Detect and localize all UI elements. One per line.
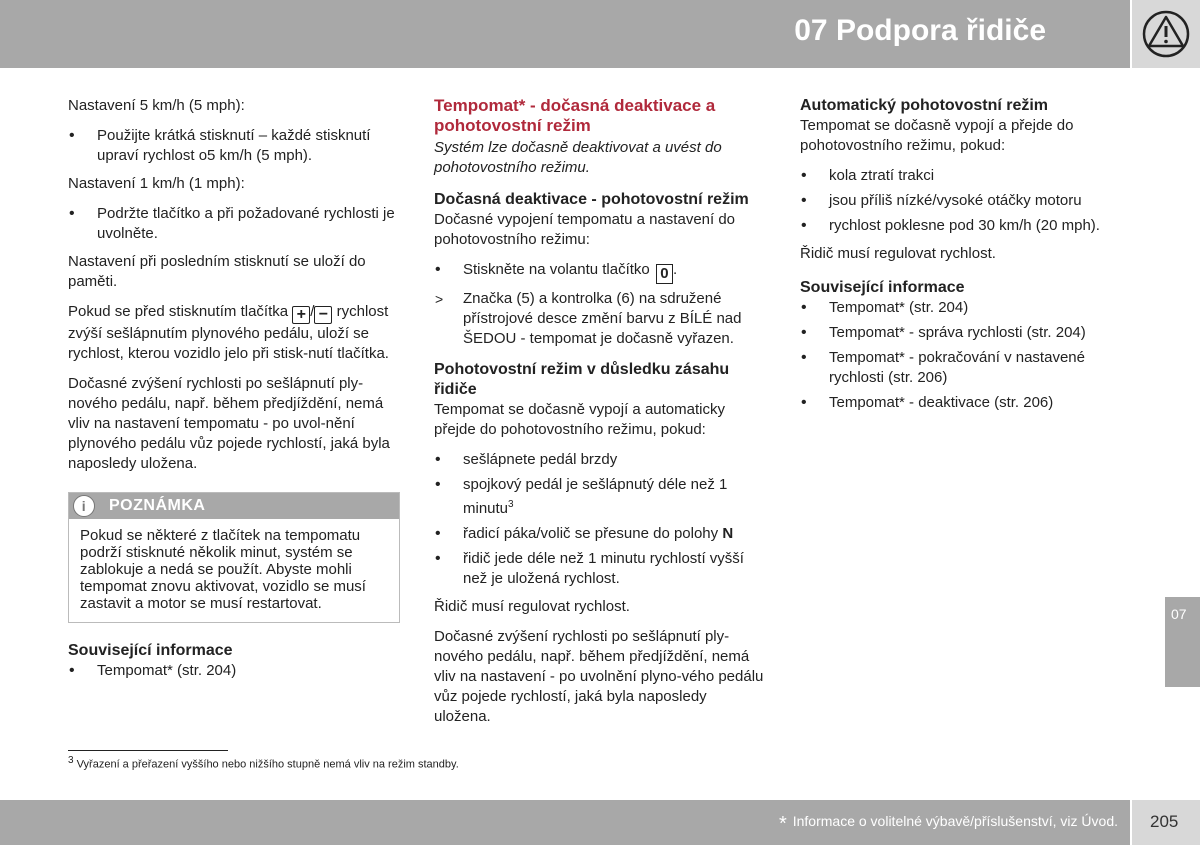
- list-item-text: spojkový pedál je sešlápnutý déle než 1 minutu: [463, 476, 728, 517]
- info-icon: i: [73, 495, 95, 517]
- slash-text: /: [310, 303, 315, 320]
- bullet-list: [68, 204, 400, 244]
- list-item: • rychlost poklesne pod 30 km/h (20 mph).: [800, 216, 1130, 236]
- paragraph: Dočasné zvýšení rychlosti po sešlápnutí ply-nového pedálu, např. během předjíždění, nemá vliv na nastavení tempomatu - po uvol-nění plynového pedálu vůz pojede rychlostí, jaká byla naposledy uložena.: [68, 375, 390, 472]
- section-intro: Systém lze dočasně deaktivovat a uvést do pohotovostního režimu.: [434, 139, 722, 176]
- subheading: Dočasná deaktivace - pohotovostní režim: [434, 191, 749, 208]
- related-list: [800, 298, 1130, 413]
- list-item: • sešlápnete pedál brzdy: [434, 450, 766, 470]
- list-item-end: .: [672, 261, 678, 278]
- footer-note: [779, 813, 1118, 836]
- minus-button-icon: −: [314, 306, 332, 324]
- paragraph: Dočasné vypojení tempomatu a nastavení do pohotovostního režimu:: [434, 211, 736, 248]
- list-item: • jsou příliš nízké/vysoké otáčky motoru: [800, 191, 1130, 211]
- warning-box: [1132, 0, 1200, 68]
- note-title: POZNÁMKA: [109, 497, 206, 514]
- plus-button-icon: +: [292, 306, 310, 324]
- subheading: Pohotovostní režim v důsledku zásahu řidiče: [434, 361, 730, 398]
- footnote-number: 3: [68, 755, 74, 766]
- side-tab-label: 07: [1171, 606, 1187, 622]
- related-link[interactable]: • Tempomat* (str. 204): [800, 298, 1130, 318]
- bullet-list: [434, 450, 766, 589]
- asterisk-mark: *: [779, 813, 787, 835]
- related-heading: Související informace: [68, 642, 233, 659]
- paragraph-text: rychlost zvýší sešlápnutím plynového pedálu, uloží se rychlost, kterou vozidlo jelo při stisk-nutí tlačítka.: [68, 303, 389, 362]
- footnote: [68, 755, 459, 771]
- list-item: • Podržte tlačítko a při požadované rychlosti je uvolněte.: [68, 204, 400, 244]
- list-item: [434, 475, 766, 519]
- paragraph: Nastavení 1 km/h (1 mph):: [68, 175, 245, 192]
- related-heading: Související informace: [800, 279, 965, 296]
- warning-triangle-icon: [1132, 0, 1200, 68]
- footnote-divider: [68, 750, 228, 751]
- chapter-title: 07 Podpora řidiče: [794, 14, 1046, 47]
- related-link[interactable]: • Tempomat* - deaktivace (str. 206): [800, 393, 1130, 413]
- list-item: [434, 260, 766, 284]
- list-item-text: řadicí páka/volič se přesune do polohy: [463, 525, 719, 542]
- list-item: • Použijte krátká stisknutí – každé stisknutí upraví rychlost o5 km/h (5 mph).: [68, 126, 400, 166]
- footer-note-text: Informace o volitelné výbavě/příslušenství, viz Úvod.: [792, 813, 1118, 829]
- related-link[interactable]: • Tempomat* - pokračování v nastavené rychlosti (str. 206): [800, 348, 1130, 388]
- paragraph: Dočasné zvýšení rychlosti po sešlápnutí ply-nového pedálu, např. během předjíždění, nemá vliv na nastavení - po uvolnění plyno-vého pedálu vůz pojede rychlostí, jaká byla naposledy uložena.: [434, 628, 764, 725]
- paragraph: Řidič musí regulovat rychlost.: [800, 245, 996, 262]
- bullet-list: [68, 126, 400, 166]
- subheading: Automatický pohotovostní režim: [800, 97, 1049, 114]
- section-title: Tempomat* - dočasná deaktivace a pohotovostní režim: [434, 96, 716, 135]
- chapter-header: [0, 0, 1130, 68]
- paragraph: Tempomat se dočasně vypojí a automaticky přejde do pohotovostního režimu, pokud:: [434, 401, 725, 438]
- page-number-box: [1132, 800, 1200, 845]
- related-list: [68, 661, 400, 681]
- column-3: [800, 96, 1130, 421]
- chapter-side-tab: [1165, 597, 1200, 687]
- related-link[interactable]: • Tempomat* - správa rychlosti (str. 204): [800, 323, 1130, 343]
- note-text: Pokud se některé z tlačítek na tempomatu podrží stisknuté několik minut, systém se zablokuje a nedá se použít. Abyste mohli tempomat znovu aktivovat, vozidlo se musí zastavit a motor se musí restartovat.: [80, 527, 366, 612]
- list-item: [434, 524, 766, 544]
- paragraph: Tempomat se dočasně vypojí a přejde do pohotovostního režimu, pokud:: [800, 117, 1074, 154]
- paragraph-text: Pokud se před stisknutím tlačítka: [68, 303, 289, 320]
- footnote-text: Vyřazení a přeřazení vyššího nebo nižšího stupně nemá vliv na režim standby.: [76, 758, 459, 771]
- note-header: [69, 493, 399, 519]
- gear-position: N: [722, 525, 734, 542]
- paragraph: Nastavení při posledním stisknutí se uloží do paměti.: [68, 253, 366, 290]
- list-item-text: Stiskněte na volantu tlačítko: [463, 261, 650, 278]
- paragraph: [68, 302, 400, 364]
- paragraph: Nastavení 5 km/h (5 mph):: [68, 97, 245, 114]
- result-item: > Značka (5) a kontrolka (6) na sdružené přístrojové desce změní barvu z BÍLÉ nad ŠEDOU - tempomat je dočasně vyřazen.: [434, 289, 766, 349]
- page-footer: [0, 800, 1130, 845]
- column-2: [434, 96, 766, 737]
- paragraph: Řidič musí regulovat rychlost.: [434, 598, 630, 615]
- zero-button-icon: 0: [656, 264, 673, 284]
- list-item: • řidič jede déle než 1 minutu rychlostí vyšší než je uložená rychlost.: [434, 549, 766, 589]
- page-number: 205: [1150, 812, 1179, 831]
- footnote-ref: 3: [508, 499, 514, 510]
- note-box: [68, 492, 400, 623]
- bullet-list: [800, 166, 1130, 236]
- column-1: [68, 96, 400, 689]
- bullet-list: [434, 260, 766, 349]
- list-item: • kola ztratí trakci: [800, 166, 1130, 186]
- related-link[interactable]: • Tempomat* (str. 204): [68, 661, 400, 681]
